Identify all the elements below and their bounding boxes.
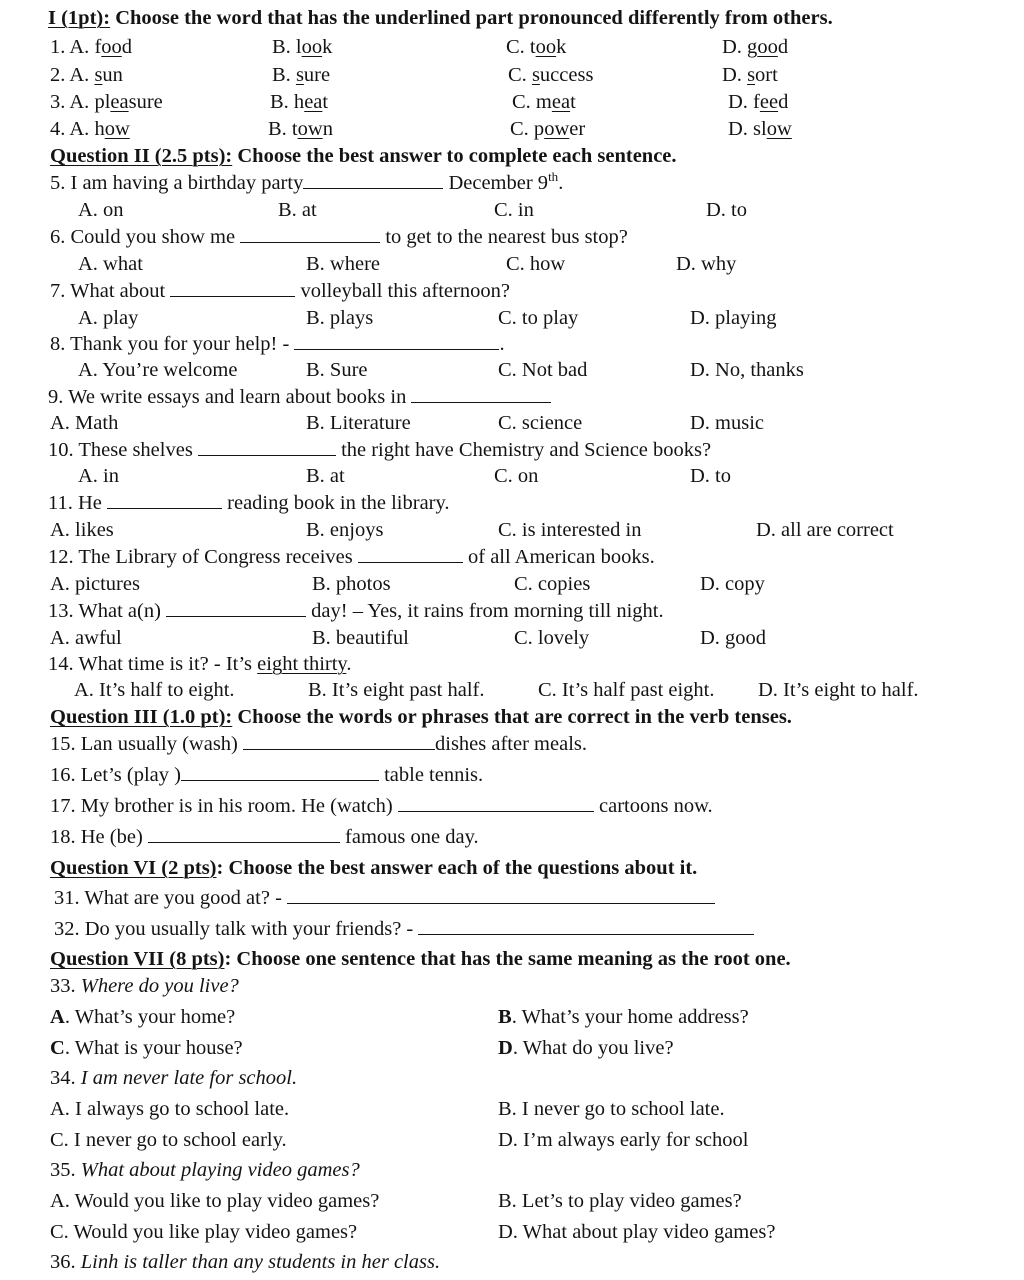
question-14-options [0,677,1024,704]
section-instruction: Choose the best answer to complete each sentence. [232,145,677,167]
section-instruction: Choose the word that has the underlined part pronounced differently from others. [110,7,833,29]
option-b[interactable]: B. Sure [306,359,368,381]
option-b[interactable]: B. enjoys [306,519,384,541]
option-d[interactable]: D. playing [690,307,777,329]
option-a[interactable]: pleasure [94,91,163,113]
question-text: 17. My brother is in his room. He (watch) cartoons now. [50,795,713,817]
question-6 [0,224,1024,251]
option-a[interactable]: A. what [78,253,143,275]
option-a[interactable]: A. It’s half to eight. [74,679,235,701]
option-b[interactable]: B. photos [312,573,391,595]
question-text: 36. Linh is taller than any students in her class. [50,1251,441,1273]
question-2 [0,62,1024,89]
question-4 [0,116,1024,143]
question-text: 7. What about volleyball this afternoon? [50,280,510,302]
section-label: Question VI (2 pts) [50,857,217,879]
question-5-options [0,197,1024,224]
answer-blank[interactable] [170,278,295,297]
option-d[interactable]: D. copy [700,573,765,595]
option-b[interactable]: B. at [306,465,345,487]
option-b[interactable]: B. It’s eight past half. [308,679,485,701]
section-label: Question III (1.0 pt): [50,706,233,728]
option-d[interactable]: D. What about play video games? [498,1221,776,1243]
section-6-heading [0,855,1024,882]
section-label: Question VII (8 pts) [50,948,225,970]
option-b[interactable]: B. beautiful [312,627,409,649]
question-text: 31. What are you good at? - [54,885,715,912]
option-d[interactable]: D. to [706,199,747,221]
option-b[interactable]: B. Literature [306,412,411,434]
question-36 [0,1249,1024,1276]
option-a[interactable]: A. pictures [50,573,140,595]
option-c[interactable]: C. I never go to school early. [50,1129,287,1151]
question-text: 15. Lan usually (wash) dishes after meals. [50,733,587,755]
question-33-options-row1 [0,1004,1024,1031]
section-2-heading [0,143,1024,170]
answer-blank[interactable] [398,793,594,812]
option-a[interactable]: how [94,118,130,140]
answer-blank[interactable] [148,824,340,843]
question-32 [0,916,1024,943]
option-a[interactable]: A. in [78,465,119,487]
option-b[interactable]: B. heat [270,91,329,113]
question-34-options-row1 [0,1096,1024,1123]
option-d[interactable]: D. music [690,412,765,434]
question-9-options [0,410,1024,437]
underlined-phrase: eight thirty [257,653,347,675]
question-10-options [0,463,1024,490]
question-11-options [0,517,1024,544]
option-d[interactable]: D. feed [728,91,789,113]
option-d[interactable]: D. It’s eight to half. [758,679,919,701]
answer-blank[interactable] [181,762,379,781]
answer-blank[interactable] [303,170,443,189]
option-c[interactable]: C. science [498,412,583,434]
option-d[interactable]: D. What do you live? [498,1037,674,1059]
question-text: 32. Do you usually talk with your friends? - [54,916,754,943]
option-c[interactable]: C. in [494,199,534,221]
question-34 [0,1065,1024,1092]
question-34-options-row2 [0,1127,1024,1154]
option-a[interactable]: A. awful [50,627,122,649]
question-text: 35. What about playing video games? [50,1159,360,1181]
question-text: 11. He reading book in the library. [48,492,450,514]
option-d[interactable]: D. slow [728,118,792,140]
question-5 [0,170,1024,197]
option-c[interactable]: C. What is your house? [50,1037,243,1059]
question-35-options-row2 [0,1219,1024,1246]
option-a[interactable]: food [94,36,133,58]
question-6-options [0,251,1024,278]
question-text: 9. We write essays and learn about books in [48,384,551,411]
section-instruction: : Choose one sentence that has the same meaning as the root one. [224,948,791,970]
answer-blank[interactable] [411,384,551,403]
answer-blank[interactable] [287,885,715,904]
answer-blank[interactable] [166,598,306,617]
option-b[interactable]: B. Let’s to play video games? [498,1190,742,1212]
question-13 [0,598,1024,625]
section-7-heading [0,946,1024,973]
question-33-options-row2 [0,1035,1024,1062]
option-d[interactable]: D. good [722,36,789,58]
answer-blank[interactable] [418,916,754,935]
question-18 [0,824,1024,851]
option-a[interactable]: A. Would you like to play video games? [50,1190,380,1212]
question-3 [0,89,1024,116]
question-text: 18. He (be) famous one day. [50,826,479,848]
question-16 [0,762,1024,789]
section-instruction: : Choose the best answer each of the questions about it. [216,857,698,879]
question-text: 13. What a(n) day! – Yes, it rains from morning till night. [48,600,664,622]
question-number: 4. A. [50,118,90,140]
question-12 [0,544,1024,571]
section-3-heading [0,704,1024,731]
question-number: 3. A. [50,91,90,113]
question-35 [0,1157,1024,1184]
answer-blank[interactable] [294,331,499,350]
option-b[interactable]: B. at [278,199,317,221]
question-35-options-row1 [0,1188,1024,1215]
option-b[interactable]: B. town [268,118,333,140]
option-b[interactable]: B. plays [306,307,374,329]
option-c[interactable]: C. on [494,465,539,487]
option-b[interactable]: B. sure [272,64,331,86]
option-c[interactable]: C. took [506,36,567,58]
question-13-options [0,625,1024,652]
question-9 [0,384,1024,411]
option-c[interactable]: C. Would you like play video games? [50,1221,358,1243]
section-label: Question II (2.5 pts): [50,145,233,167]
option-b[interactable]: B. where [306,253,381,275]
option-c[interactable]: C. meat [512,91,576,113]
section-label: I (1pt): [48,7,111,29]
option-b[interactable]: B. look [272,36,333,58]
answer-blank[interactable] [243,731,435,750]
option-d[interactable]: D. good [700,627,767,649]
question-text: 16. Let’s (play ) table tennis. [50,764,484,786]
option-c[interactable]: C. how [506,253,566,275]
question-text: 8. Thank you for your help! - . [50,333,505,355]
question-31 [0,885,1024,912]
option-b[interactable]: B. What’s your home address? [498,1006,749,1028]
option-a[interactable]: A. Math [50,412,119,434]
option-d[interactable]: D. sort [722,64,778,86]
question-8-options [0,357,1024,384]
question-1 [0,34,1024,61]
question-text: 14. What time is it? - It’s eight thirty. [48,653,352,675]
question-17 [0,793,1024,820]
option-c[interactable]: C. lovely [514,627,590,649]
question-7-options [0,305,1024,332]
question-number: 2. A. [50,64,90,86]
question-33 [0,973,1024,1000]
question-12-options [0,571,1024,598]
answer-blank[interactable] [358,544,463,563]
option-a[interactable]: A. likes [50,519,114,541]
option-c[interactable]: C. to play [498,307,579,329]
option-a[interactable]: A. What’s your home? [50,1006,236,1028]
question-text: 33. Where do you live? [50,975,239,997]
question-text: 6. Could you show me to get to the nearest bus stop? [50,226,628,248]
option-c[interactable]: C. success [508,64,594,86]
question-15 [0,731,1024,758]
question-10 [0,437,1024,464]
option-c[interactable]: C. is interested in [498,519,642,541]
answer-blank[interactable] [107,490,222,509]
question-text: 10. These shelves the right have Chemistry and Science books? [48,439,712,461]
option-a[interactable]: A. You’re welcome [78,359,238,381]
question-text: 12. The Library of Congress receives of all American books. [48,546,655,568]
option-c[interactable]: C. power [510,118,586,140]
question-11 [0,490,1024,517]
option-a[interactable]: A. play [78,307,139,329]
option-d[interactable]: D. why [676,253,737,275]
question-number: 1. A. [50,36,90,58]
option-d[interactable]: D. all are correct [756,519,894,541]
question-8 [0,331,1024,358]
section-instruction: Choose the words or phrases that are correct in the verb tenses. [232,706,792,728]
option-c[interactable]: C. It’s half past eight. [538,679,715,701]
option-d[interactable]: D. I’m always early for school [498,1129,749,1151]
option-d[interactable]: D. to [690,465,731,487]
question-7 [0,278,1024,305]
option-c[interactable]: C. copies [514,573,591,595]
answer-blank[interactable] [198,437,336,456]
option-b[interactable]: B. I never go to school late. [498,1098,725,1120]
question-text: 5. I am having a birthday party December 9th. [50,169,564,194]
answer-blank[interactable] [240,224,380,243]
option-d[interactable]: D. No, thanks [690,359,804,381]
question-14 [0,651,1024,678]
option-a[interactable]: A. on [78,199,124,221]
section-1-heading [0,5,1024,32]
option-c[interactable]: C. Not bad [498,359,588,381]
option-a[interactable]: A. I always go to school late. [50,1098,290,1120]
question-text: 34. I am never late for school. [50,1067,298,1089]
option-a[interactable]: sun [94,64,123,86]
